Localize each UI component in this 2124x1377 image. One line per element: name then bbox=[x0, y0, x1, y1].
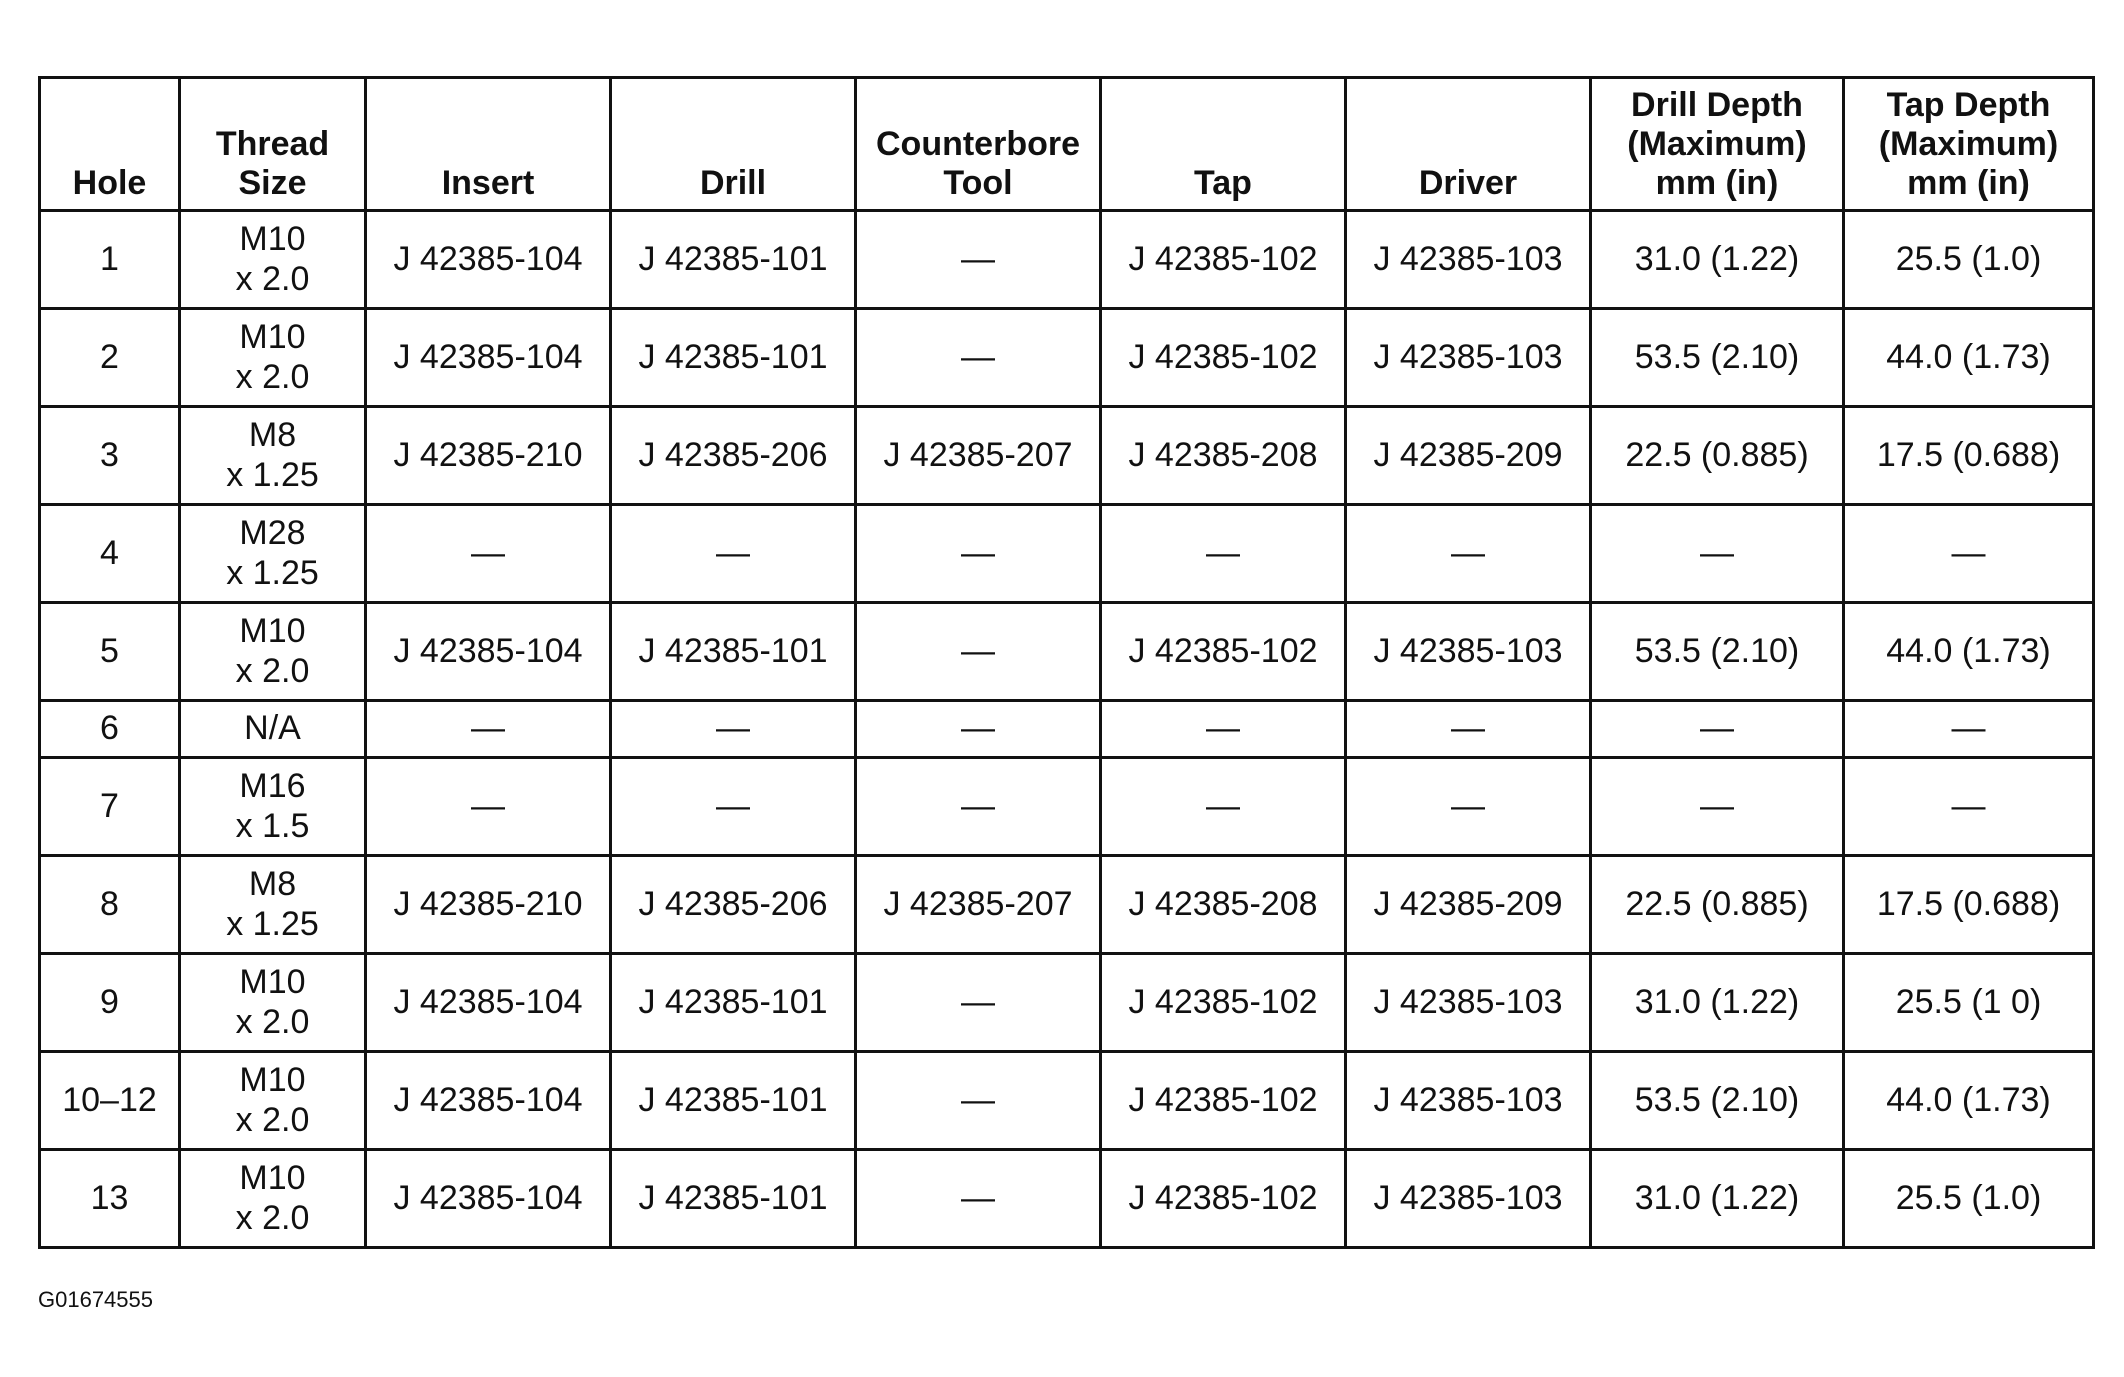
cell-counterbore-tool: — bbox=[856, 505, 1101, 603]
cell-driver: — bbox=[1346, 701, 1591, 758]
tool-specification-table bbox=[38, 76, 2095, 1249]
column-header-drill: Drill bbox=[611, 78, 856, 211]
cell-tap: J 42385-102 bbox=[1101, 1052, 1346, 1150]
cell-thread-size: M10 x 2.0 bbox=[180, 603, 366, 701]
cell-insert: J 42385-104 bbox=[366, 954, 611, 1052]
cell-tap-depth: 44.0 (1.73) bbox=[1844, 603, 2094, 701]
cell-drill-depth: — bbox=[1591, 701, 1844, 758]
cell-hole: 5 bbox=[40, 603, 180, 701]
cell-hole: 4 bbox=[40, 505, 180, 603]
cell-drill: J 42385-206 bbox=[611, 407, 856, 505]
cell-drill: — bbox=[611, 758, 856, 856]
cell-insert: J 42385-104 bbox=[366, 1150, 611, 1248]
cell-tap: J 42385-102 bbox=[1101, 211, 1346, 309]
cell-counterbore-tool: — bbox=[856, 954, 1101, 1052]
cell-tap-depth: — bbox=[1844, 505, 2094, 603]
cell-tap: — bbox=[1101, 505, 1346, 603]
column-header-driver: Driver bbox=[1346, 78, 1591, 211]
cell-insert: — bbox=[366, 758, 611, 856]
cell-drill: — bbox=[611, 505, 856, 603]
cell-drill: J 42385-101 bbox=[611, 1052, 856, 1150]
cell-driver: J 42385-103 bbox=[1346, 1150, 1591, 1248]
cell-hole: 10–12 bbox=[40, 1052, 180, 1150]
cell-tap: J 42385-102 bbox=[1101, 954, 1346, 1052]
cell-counterbore-tool: — bbox=[856, 1150, 1101, 1248]
table-row bbox=[40, 1150, 2094, 1248]
table-row bbox=[40, 603, 2094, 701]
cell-driver: — bbox=[1346, 758, 1591, 856]
cell-hole: 7 bbox=[40, 758, 180, 856]
cell-insert: J 42385-104 bbox=[366, 211, 611, 309]
cell-drill-depth: 22.5 (0.885) bbox=[1591, 407, 1844, 505]
cell-drill: J 42385-101 bbox=[611, 211, 856, 309]
cell-tap-depth: 44.0 (1.73) bbox=[1844, 1052, 2094, 1150]
cell-drill-depth: — bbox=[1591, 505, 1844, 603]
cell-thread-size: M10 x 2.0 bbox=[180, 309, 366, 407]
cell-hole: 3 bbox=[40, 407, 180, 505]
cell-insert: J 42385-104 bbox=[366, 309, 611, 407]
cell-tap-depth: — bbox=[1844, 701, 2094, 758]
cell-counterbore-tool: J 42385-207 bbox=[856, 407, 1101, 505]
cell-driver: J 42385-103 bbox=[1346, 309, 1591, 407]
cell-drill-depth: 31.0 (1.22) bbox=[1591, 1150, 1844, 1248]
cell-tap: — bbox=[1101, 701, 1346, 758]
cell-tap: J 42385-208 bbox=[1101, 407, 1346, 505]
cell-counterbore-tool: — bbox=[856, 701, 1101, 758]
cell-driver: J 42385-103 bbox=[1346, 954, 1591, 1052]
column-header-drill-depth: Drill Depth (Maximum) mm (in) bbox=[1591, 78, 1844, 211]
column-header-tap: Tap bbox=[1101, 78, 1346, 211]
header-row bbox=[40, 78, 2094, 211]
cell-thread-size: M8 x 1.25 bbox=[180, 407, 366, 505]
table-header bbox=[40, 78, 2094, 211]
cell-drill-depth: 53.5 (2.10) bbox=[1591, 1052, 1844, 1150]
cell-tap-depth: 17.5 (0.688) bbox=[1844, 407, 2094, 505]
table-row bbox=[40, 701, 2094, 758]
cell-drill: J 42385-101 bbox=[611, 603, 856, 701]
cell-tap-depth: 25.5 (1 0) bbox=[1844, 954, 2094, 1052]
cell-hole: 13 bbox=[40, 1150, 180, 1248]
cell-insert: J 42385-104 bbox=[366, 1052, 611, 1150]
cell-tap: — bbox=[1101, 758, 1346, 856]
cell-thread-size: M10 x 2.0 bbox=[180, 211, 366, 309]
cell-tap-depth: 25.5 (1.0) bbox=[1844, 211, 2094, 309]
cell-drill: J 42385-206 bbox=[611, 856, 856, 954]
cell-tap-depth: 17.5 (0.688) bbox=[1844, 856, 2094, 954]
table-row bbox=[40, 954, 2094, 1052]
table-row bbox=[40, 309, 2094, 407]
cell-thread-size: M10 x 2.0 bbox=[180, 954, 366, 1052]
figure-id-label: G01674555 bbox=[38, 1287, 153, 1312]
cell-drill-depth: — bbox=[1591, 758, 1844, 856]
cell-drill-depth: 31.0 (1.22) bbox=[1591, 954, 1844, 1052]
cell-counterbore-tool: — bbox=[856, 758, 1101, 856]
column-header-thread-size: Thread Size bbox=[180, 78, 366, 211]
cell-driver: J 42385-103 bbox=[1346, 603, 1591, 701]
cell-hole: 8 bbox=[40, 856, 180, 954]
cell-counterbore-tool: — bbox=[856, 309, 1101, 407]
cell-tap: J 42385-102 bbox=[1101, 603, 1346, 701]
cell-tap: J 42385-102 bbox=[1101, 1150, 1346, 1248]
cell-drill: J 42385-101 bbox=[611, 309, 856, 407]
cell-thread-size: M10 x 2.0 bbox=[180, 1150, 366, 1248]
table-row bbox=[40, 1052, 2094, 1150]
cell-drill-depth: 53.5 (2.10) bbox=[1591, 603, 1844, 701]
cell-tap-depth: 44.0 (1.73) bbox=[1844, 309, 2094, 407]
column-header-insert: Insert bbox=[366, 78, 611, 211]
cell-thread-size: M10 x 2.0 bbox=[180, 1052, 366, 1150]
cell-drill: J 42385-101 bbox=[611, 954, 856, 1052]
cell-counterbore-tool: — bbox=[856, 211, 1101, 309]
cell-counterbore-tool: J 42385-207 bbox=[856, 856, 1101, 954]
cell-insert: J 42385-104 bbox=[366, 603, 611, 701]
table-row bbox=[40, 856, 2094, 954]
cell-hole: 2 bbox=[40, 309, 180, 407]
cell-hole: 6 bbox=[40, 701, 180, 758]
cell-insert: — bbox=[366, 505, 611, 603]
cell-tap-depth: — bbox=[1844, 758, 2094, 856]
cell-drill: — bbox=[611, 701, 856, 758]
cell-driver: — bbox=[1346, 505, 1591, 603]
cell-driver: J 42385-103 bbox=[1346, 211, 1591, 309]
cell-insert: J 42385-210 bbox=[366, 856, 611, 954]
cell-thread-size: M28 x 1.25 bbox=[180, 505, 366, 603]
column-header-counterbore-tool: Counterbore Tool bbox=[856, 78, 1101, 211]
table-row bbox=[40, 505, 2094, 603]
table-body bbox=[40, 211, 2094, 1248]
cell-counterbore-tool: — bbox=[856, 603, 1101, 701]
cell-thread-size: N/A bbox=[180, 701, 366, 758]
cell-drill-depth: 53.5 (2.10) bbox=[1591, 309, 1844, 407]
table-row bbox=[40, 407, 2094, 505]
cell-drill-depth: 22.5 (0.885) bbox=[1591, 856, 1844, 954]
table-row bbox=[40, 211, 2094, 309]
cell-drill-depth: 31.0 (1.22) bbox=[1591, 211, 1844, 309]
column-header-hole: Hole bbox=[40, 78, 180, 211]
cell-hole: 1 bbox=[40, 211, 180, 309]
cell-hole: 9 bbox=[40, 954, 180, 1052]
cell-driver: J 42385-103 bbox=[1346, 1052, 1591, 1150]
cell-drill: J 42385-101 bbox=[611, 1150, 856, 1248]
cell-tap: J 42385-102 bbox=[1101, 309, 1346, 407]
cell-driver: J 42385-209 bbox=[1346, 407, 1591, 505]
cell-tap-depth: 25.5 (1.0) bbox=[1844, 1150, 2094, 1248]
cell-thread-size: M8 x 1.25 bbox=[180, 856, 366, 954]
cell-insert: J 42385-210 bbox=[366, 407, 611, 505]
cell-driver: J 42385-209 bbox=[1346, 856, 1591, 954]
column-header-tap-depth: Tap Depth (Maximum) mm (in) bbox=[1844, 78, 2094, 211]
cell-thread-size: M16 x 1.5 bbox=[180, 758, 366, 856]
cell-insert: — bbox=[366, 701, 611, 758]
table-row bbox=[40, 758, 2094, 856]
cell-tap: J 42385-208 bbox=[1101, 856, 1346, 954]
cell-counterbore-tool: — bbox=[856, 1052, 1101, 1150]
